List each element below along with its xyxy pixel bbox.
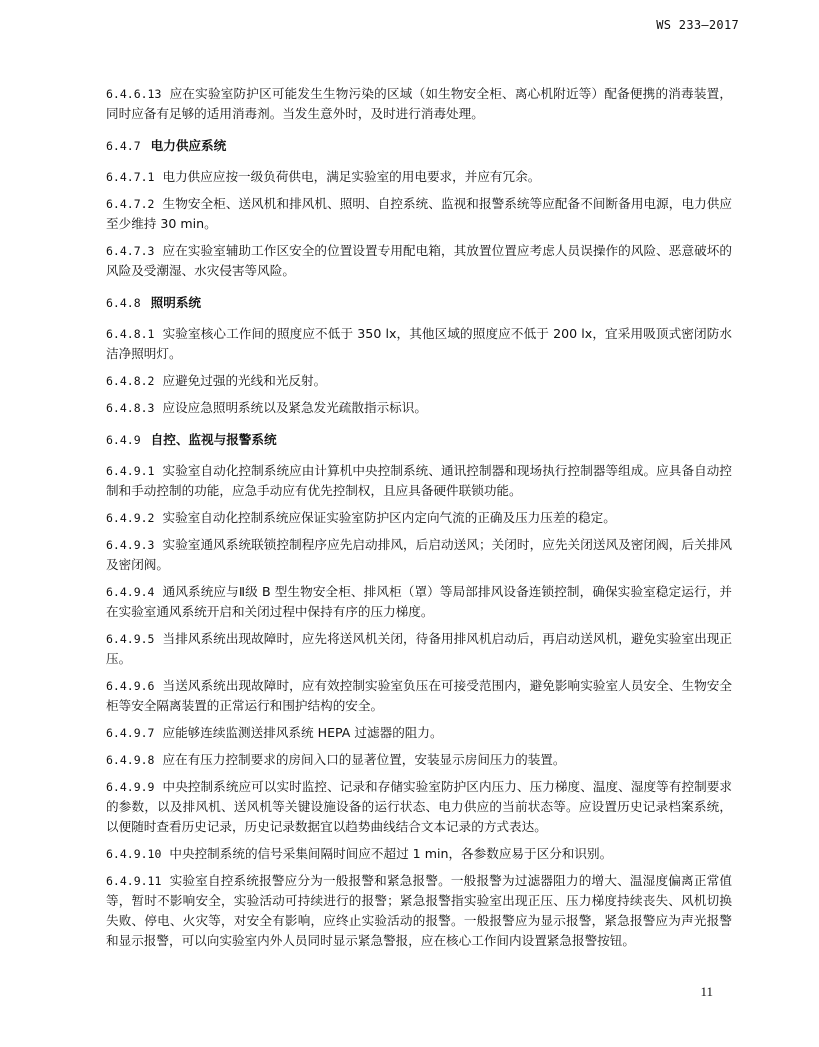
clause-text: 应设应急照明系统以及紧急发光疏散指示标识。 — [162, 400, 427, 415]
clause-number: 6.4.9.11 — [106, 874, 162, 888]
clause-text: 应在实验室防护区可能发生生物污染的区域（如生物安全柜、离心机附近等）配备便携的消毒装置，同时应备有足够的适用消毒剂。当发生意外时，及时进行消毒处理。 — [106, 86, 732, 121]
clause-text: 中央控制系统的信号采集间隔时间应不超过 1 min，各参数应易于区分和识别。 — [169, 846, 613, 861]
clause-number: 6.4.9.3 — [106, 538, 155, 552]
clause-number: 6.4.9.7 — [106, 726, 155, 740]
clause-6-4-9-1 — [106, 461, 732, 501]
clause-6-4-9-8 — [106, 750, 732, 770]
section-number: 6.4.9 — [106, 433, 141, 447]
clause-text: 实验室核心工作间的照度应不低于 350 lx，其他区域的照度应不低于 200 lx，宜采用吸顶式密闭防水洁净照明灯。 — [106, 326, 732, 361]
section-number: 6.4.8 — [106, 296, 141, 310]
clause-text: 中央控制系统应可以实时监控、记录和存储实验室防护区内压力、压力梯度、温度、湿度等有控制要求的参数，以及排风机、送风机等关键设施设备的运行状态、电力供应的当前状态等。应设置历史记录档案系统，以便随时查看历史记录，历史记录数据宜以趋势曲线结合文本记录的方式表达。 — [106, 779, 732, 834]
document-body — [106, 84, 732, 958]
clause-text: 实验室通风系统联锁控制程序应先启动排风，后启动送风；关闭时，应先关闭送风及密闭阀，后关排风及密闭阀。 — [106, 537, 732, 572]
section-title: 自控、监视与报警系统 — [150, 432, 277, 447]
clause-text: 实验室自动化控制系统应保证实验室防护区内定向气流的正确及压力压差的稳定。 — [162, 510, 616, 525]
clause-6-4-9-3 — [106, 535, 732, 575]
clause-6-4-9-5 — [106, 629, 732, 669]
clause-text: 应在实验室辅助工作区安全的位置设置专用配电箱，其放置位置应考虑人员误操作的风险、恶意破坏的风险及受潮湿、水灾侵害等风险。 — [106, 243, 732, 278]
section-heading-6-4-7 — [106, 136, 732, 156]
clause-text: 应避免过强的光线和光反射。 — [162, 373, 327, 388]
section-heading-6-4-9 — [106, 430, 732, 450]
clause-number: 6.4.7.2 — [106, 197, 155, 211]
clause-number: 6.4.8.1 — [106, 327, 155, 341]
clause-text: 实验室自动化控制系统应由计算机中央控制系统、通讯控制器和现场执行控制器等组成。应具备自动控制和手动控制的功能，应急手动应有优先控制权，且应具备硬件联锁功能。 — [106, 463, 732, 498]
clause-number: 6.4.9.9 — [106, 780, 155, 794]
clause-text: 当排风系统出现故障时，应先将送风机关闭，待备用排风机启动后，再启动送风机，避免实验室出现正压。 — [106, 631, 732, 666]
clause-number: 6.4.8.2 — [106, 374, 155, 388]
clause-number: 6.4.8.3 — [106, 401, 155, 415]
clause-number: 6.4.9.8 — [106, 753, 155, 767]
clause-6-4-9-2 — [106, 508, 732, 528]
clause-6-4-9-4 — [106, 582, 732, 622]
standard-code: WS 233—2017 — [656, 18, 739, 32]
clause-6-4-9-9 — [106, 777, 732, 837]
clause-number: 6.4.9.5 — [106, 632, 155, 646]
section-title: 照明系统 — [150, 295, 201, 310]
clause-6-4-9-10 — [106, 844, 732, 864]
clause-text: 应在有压力控制要求的房间入口的显著位置，安装显示房间压力的装置。 — [162, 752, 566, 767]
section-number: 6.4.7 — [106, 139, 141, 153]
page-number: 11 — [700, 984, 713, 999]
clause-6-4-7-2 — [106, 194, 732, 234]
clause-number: 6.4.9.2 — [106, 511, 155, 525]
clause-6-4-8-3 — [106, 398, 732, 418]
clause-6-4-6-13 — [106, 84, 732, 124]
section-title: 电力供应系统 — [150, 138, 227, 153]
clause-number: 6.4.7.1 — [106, 170, 155, 184]
clause-6-4-7-3 — [106, 241, 732, 281]
clause-6-4-9-11 — [106, 871, 732, 951]
clause-number: 6.4.9.4 — [106, 585, 155, 599]
clause-6-4-8-2 — [106, 371, 732, 391]
clause-text: 生物安全柜、送风机和排风机、照明、自控系统、监视和报警系统等应配备不间断备用电源，电力供应至少维持 30 min。 — [106, 196, 732, 231]
clause-number: 6.4.6.13 — [106, 87, 162, 101]
clause-text: 实验室自控系统报警应分为一般报警和紧急报警。一般报警为过滤器阻力的增大、温湿度偏离正常值等，暂时不影响安全，实验活动可持续进行的报警；紧急报警指实验室出现正压、压力梯度持续丧失、风机切换失败、停电、火灾等，对安全有影响，应终止实验活动的报警。一般报警应为显示报警，紧急报警应为声光报警和显示报警，可以向实验室内外人员同时显示紧急警报，应在核心工作间内设置紧急报警按钮。 — [106, 873, 732, 948]
clause-number: 6.4.9.6 — [106, 679, 155, 693]
clause-text: 当送风系统出现故障时，应有效控制实验室负压在可接受范围内，避免影响实验室人员安全、生物安全柜等安全隔离装置的正常运行和围护结构的安全。 — [106, 678, 732, 713]
clause-number: 6.4.9.1 — [106, 464, 155, 478]
clause-6-4-9-7 — [106, 723, 732, 743]
clause-text: 应能够连续监测送排风系统 HEPA 过滤器的阻力。 — [162, 725, 443, 740]
clause-text: 电力供应应按一级负荷供电，满足实验室的用电要求，并应有冗余。 — [162, 169, 541, 184]
clause-text: 通风系统应与Ⅱ级 B 型生物安全柜、排风柜（罩）等局部排风设备连锁控制，确保实验室稳定运行，并在实验室通风系统开启和关闭过程中保持有序的压力梯度。 — [106, 584, 732, 619]
section-heading-6-4-8 — [106, 293, 732, 313]
clause-number: 6.4.7.3 — [106, 244, 155, 258]
clause-6-4-7-1 — [106, 167, 732, 187]
clause-6-4-9-6 — [106, 676, 732, 716]
clause-6-4-8-1 — [106, 324, 732, 364]
clause-number: 6.4.9.10 — [106, 847, 162, 861]
